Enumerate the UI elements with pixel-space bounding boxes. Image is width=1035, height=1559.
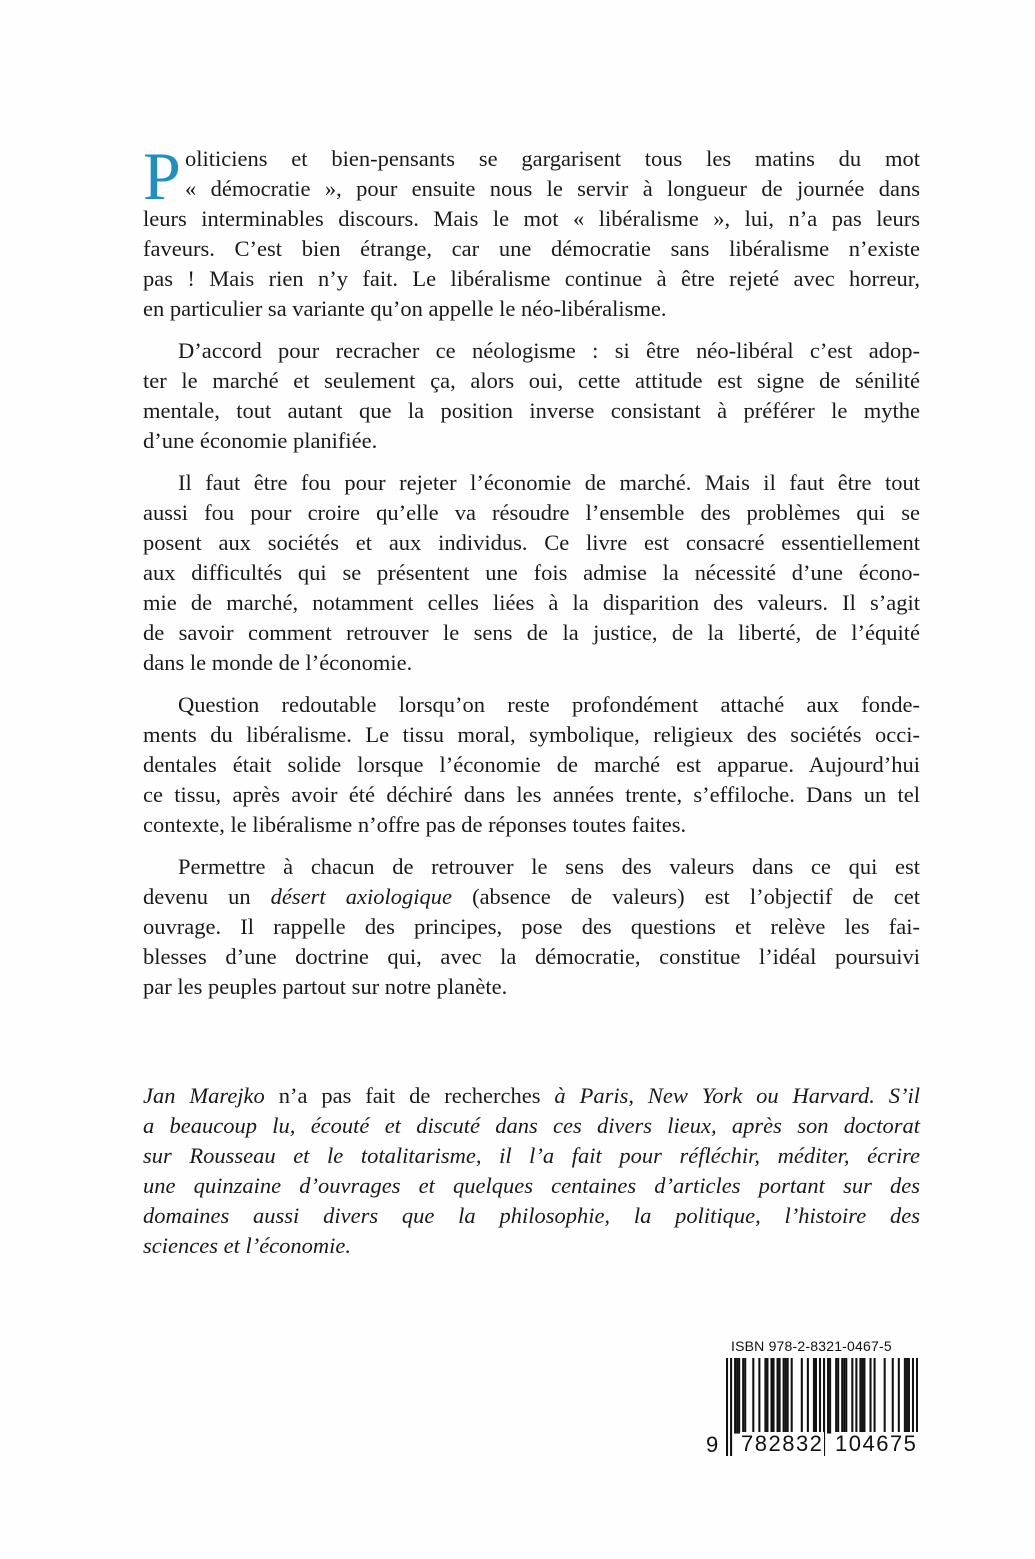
text-line: en particulier sa variante qu’on appelle le néo-libéralisme. (143, 296, 667, 321)
text-line: Question redoutable lorsqu’on reste profondément attaché aux fonde- (178, 692, 920, 717)
text-line: leurs interminables discours. Mais le mot « libéralisme », lui, n’a pas leurs (143, 206, 920, 231)
text-line: D’accord pour recracher ce néologisme : si être néo-libéral c’est adop- (178, 338, 920, 363)
drop-cap: P (143, 138, 181, 214)
text-line: « démocratie », pour ensuite nous le servir à longueur de journée dans (185, 176, 920, 201)
blurb-paragraph-5 (143, 852, 920, 1002)
text-line: ter le marché et seulement ça, alors oui, cette attitude est signe de sénilité (143, 368, 920, 393)
blurb-paragraph-2 (143, 336, 920, 456)
text-line: contexte, le libéralisme n’offre pas de réponses toutes faites. (143, 812, 687, 837)
bio-line: a beaucoup lu, écouté et discuté dans ces divers lieux, après son doctorat (143, 1113, 920, 1138)
author-name: Jan Marejko (143, 1083, 265, 1108)
blurb-paragraph-3 (143, 468, 920, 678)
text-line: pas ! Mais rien n’y fait. Le libéralisme continue à être rejeté avec horreur, (143, 266, 920, 291)
text-line: posent aux sociétés et aux individus. Ce livre est consacré essentiellement (143, 530, 920, 555)
barcode-right-digits: 104675 (835, 1431, 918, 1456)
text-line: blesses d’une doctrine qui, avec la démocratie, constitue l’idéal poursuivi (143, 944, 920, 969)
barcode-first-digit: 9 (706, 1432, 719, 1457)
text-line: ments du libéralisme. Le tissu moral, symbolique, religieux des sociétés occi- (143, 722, 920, 747)
text-line: dans le monde de l’économie. (143, 650, 413, 675)
blurb-paragraph-1 (143, 138, 920, 324)
text-line-with-emphasis (143, 882, 920, 912)
text-line: mie de marché, notamment celles liées à la disparition des valeurs. Il s’agit (143, 590, 920, 615)
bio-line: sciences et l’économie. (143, 1233, 352, 1258)
author-bio (143, 1081, 920, 1261)
emphasis-term: désert axiologique (270, 884, 452, 909)
text-run: (absence de valeurs) est l’objectif de cet (451, 884, 920, 909)
bio-line: sur Rousseau et le totalitarisme, il l’a fait pour réfléchir, méditer, écrire (143, 1143, 920, 1168)
text-line: Il faut être fou pour rejeter l’économie de marché. Mais il faut être tout (178, 470, 920, 495)
blurb-paragraph-4 (143, 690, 920, 840)
text-run: devenu un (143, 884, 271, 909)
bio-line (143, 1081, 920, 1111)
text-line: aussi fou pour croire qu’elle va résoudre l’ensemble des problèmes qui se (143, 500, 920, 525)
text-line: ce tissu, après avoir été déchiré dans les années trente, s’effiloche. Dans un tel (143, 782, 920, 807)
text-run: n’a pas fait de recherches (264, 1083, 555, 1108)
text-line: ouvrage. Il rappelle des principes, pose des questions et relève les fai- (143, 914, 920, 939)
text-line: mentale, tout autant que la position inverse consistant à préférer le mythe (143, 398, 920, 423)
isbn-label: ISBN 978-2-8321-0467-5 (731, 1338, 892, 1354)
text-line: aux difficultés qui se présentent une fois admise la nécessité d’une écono- (143, 560, 920, 585)
isbn-barcode (700, 1336, 930, 1466)
text-line: de savoir comment retrouver le sens de la justice, de la liberté, de l’équité (143, 620, 920, 645)
text-line: dentales était solide lorsque l’économie de marché est apparue. Aujourd’hui (143, 752, 920, 777)
text-line: Permettre à chacun de retrouver le sens des valeurs dans ce qui est (178, 854, 920, 879)
bio-line: domaines aussi divers que la philosophie, la politique, l’histoire des (143, 1203, 920, 1228)
text-line: par les peuples partout sur notre planète. (143, 974, 508, 999)
barcode-left-digits: 782832 (741, 1431, 824, 1456)
text-line: d’une économie planifiée. (143, 428, 378, 453)
bio-line: une quinzaine d’ouvrages et quelques centaines d’articles portant sur des (143, 1173, 920, 1198)
text-line: faveurs. C’est bien étrange, car une démocratie sans libéralisme n’existe (143, 236, 920, 261)
text-run: à Paris, New York ou Harvard. S’il (554, 1083, 921, 1108)
text-line: oliticiens et bien-pensants se gargarisent tous les matins du mot (185, 146, 920, 171)
